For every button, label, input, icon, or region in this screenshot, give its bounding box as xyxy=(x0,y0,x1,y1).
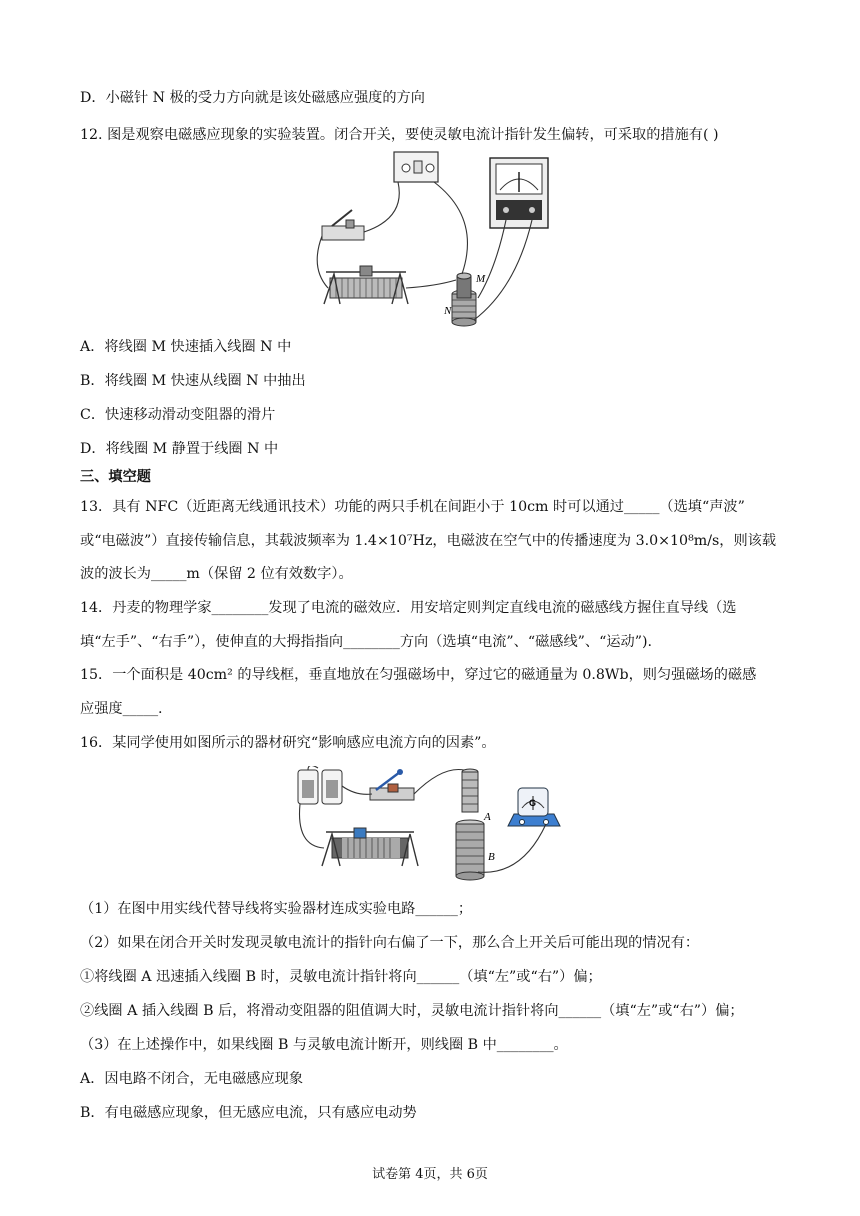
rheostat-icon xyxy=(322,828,418,866)
q12-circuit-figure xyxy=(306,148,556,330)
coil-a-label: A xyxy=(484,811,491,823)
page-footer: 试卷第 4页，共 6页 xyxy=(372,1167,488,1182)
q14-line-2: 填“左手”、“右手”），使伸直的大拇指指向________方向（选填“电流”、“磁感线”、“运动”). xyxy=(80,634,653,650)
q12-option-c: C．快速移动滑动变阻器的滑片 xyxy=(80,407,276,423)
q16-part-3: （3）在上述操作中，如果线圈 B 与灵敏电流计断开，则线圈 B 中________。 xyxy=(80,1037,568,1053)
q16-apparatus-figure xyxy=(292,766,564,888)
q16-option-b: B．有电磁感应现象，但无感应电流，只有感应电动势 xyxy=(80,1105,417,1121)
rheostat-icon xyxy=(324,266,408,304)
q14-line-1: 14．丹麦的物理学家________发现了电流的磁效应．用安培定则判定直线电流的磁感线方握住直导线（选 xyxy=(80,600,737,616)
q16-part-2-item-2: ②线圈 A 插入线圈 B 后，将滑动变阻器的阻值调大时，灵敏电流计指针将向______（填“左”或“右”）偏； xyxy=(80,1003,744,1019)
q13-line-2: 或“电磁波”）直接传输信息，其载波频率为 1.4×10⁷Hz，电磁波在空气中的传播速度为 3.0×10⁸m/s，则该载 xyxy=(80,533,777,549)
q13-line-1: 13．具有 NFC（近距离无线通讯技术）功能的两只手机在间距小于 10cm 时可以通过_____（选填“声波” xyxy=(80,499,745,515)
battery-icon xyxy=(298,770,342,804)
coil-b-icon xyxy=(456,820,484,880)
q12-option-b: B．将线圈 M 快速从线圈 N 中抽出 xyxy=(80,373,306,389)
galvanometer-icon xyxy=(490,158,548,228)
coil-n-label: N xyxy=(444,305,452,317)
q13-line-3: 波的波长为_____m（保留 2 位有效数字）。 xyxy=(80,566,353,582)
q12-option-a: A．将线圈 M 快速插入线圈 N 中 xyxy=(80,339,292,355)
q12-option-d: D．将线圈 M 静置于线圈 N 中 xyxy=(80,441,279,457)
q16-stem: 16．某同学使用如图所示的器材研究“影响感应电流方向的因素”。 xyxy=(80,735,496,751)
q16-option-a: A．因电路不闭合，无电磁感应现象 xyxy=(80,1071,304,1087)
power-supply-icon xyxy=(394,152,438,182)
q16-part-1: （1）在图中用实线代替导线将实验器材连成实验电路______； xyxy=(80,901,473,917)
coil-b-label: B xyxy=(488,851,495,863)
coil-a-icon xyxy=(462,769,478,812)
q12-stem: 12. 图是观察电磁感应现象的实验装置。闭合开关，要使灵敏电流计指针发生偏转，可采取的措施有( ) xyxy=(80,127,719,143)
switch-icon xyxy=(322,210,364,240)
q15-line-2: 应强度_____. xyxy=(80,701,163,717)
coil-m-icon xyxy=(457,273,471,298)
q15-line-1: 15．一个面积是 40cm² 的导线框，垂直地放在匀强磁场中，穿过它的磁通量为 0.8Wb，则匀强磁场的磁感 xyxy=(80,667,757,683)
section-title-fill-in: 三、填空题 xyxy=(80,469,151,485)
switch-icon xyxy=(370,769,414,800)
q16-part-2-item-1: ①将线圈 A 迅速插入线圈 B 时，灵敏电流计指针将向______（填“左”或“右”）偏； xyxy=(80,969,602,985)
q16-part-2: （2）如果在闭合开关时发现灵敏电流计的指针向右偏了一下，那么合上开关后可能出现的情况有： xyxy=(80,935,700,951)
coil-m-label: M xyxy=(476,273,486,285)
q11-option-d: D．小磁针 N 极的受力方向就是该处磁感应强度的方向 xyxy=(80,90,425,106)
galvanometer-label: G xyxy=(529,798,537,808)
